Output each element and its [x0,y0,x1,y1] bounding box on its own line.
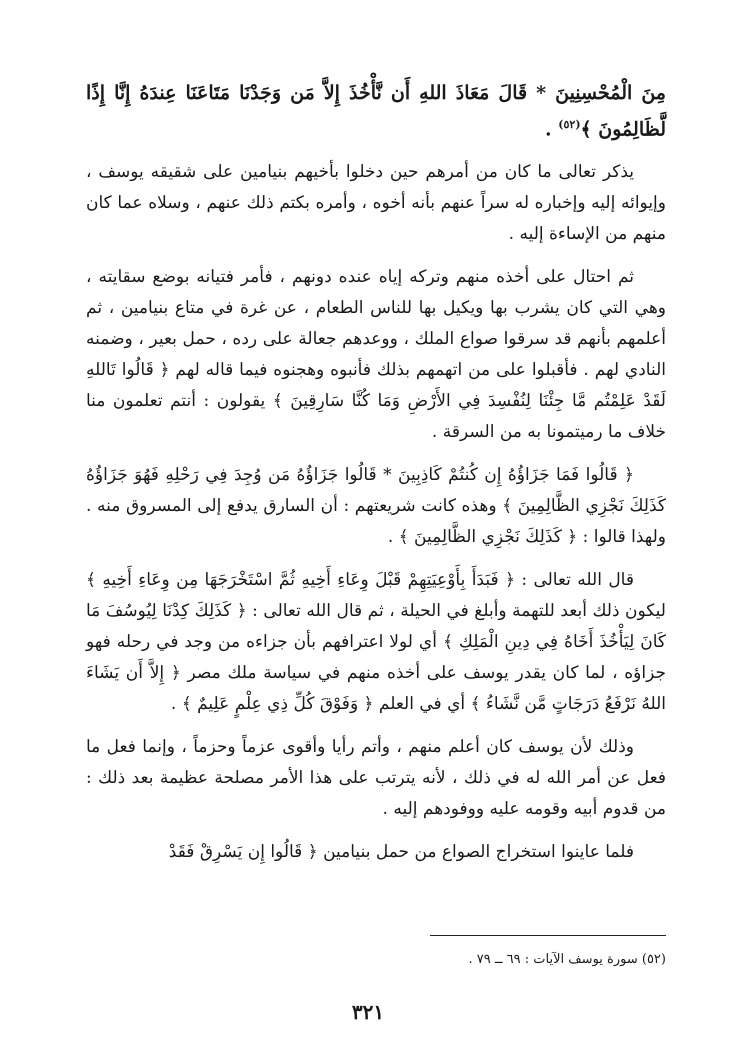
page-body [86,78,666,868]
paragraph-6: وذلك لأن يوسف كان أعلم منهم ، وأتم رأيا وأقوى عزماً وحزماً ، وإنما فعل ما فعل عن أمر الله له في ذلك ، لأنه يترتب على هذا الأمر مصلحة عظيمة بعد ذلك : من قدوم أبيه وقومه عليه ووفودهم إليه . [86,737,666,820]
paragraph-7: فلما عاينوا استخراج الصواع من حمل بنيامين ﴿ قَالُوا إِن يَسْرِقْ فَقَدْ [168,842,634,863]
paragraph-5: قال الله تعالى : ﴿ فَبَدَأَ بِأَوْعِيَتِهِمْ قَبْلَ وِعَاءِ أَخِيهِ ثُمَّ اسْتَخْرَجَهَا مِن وِعَاءِ أَخِيهِ ﴾ ليكون ذلك أبعد للتهمة وأبلغ في الحيلة ، ثم قال الله تعالى : ﴿ كَذَلِكَ كِدْنَا لِيُوسُفَ مَا كَانَ لِيَأْخُذَ أَخَاهُ فِي دِينِ الْمَلِكِ ﴾ أي لولا اعترافهم بأن جزاءه من وجد في رحله فهو جزاؤه ، لما كان يقدر يوسف على أخذه منهم في سياسة ملك مصر ﴿ إِلاَّ أَن يَشَاءَ اللهُ نَرْفَعُ دَرَجَاتٍ مَّن نَّشَاءُ ﴾ أي في العلم ﴿ وَفَوْقَ كُلِّ ذِي عِلْمٍ عَلِيمٌ ﴾ . [86,570,666,715]
quran-text: مِنَ الْمُحْسِنِينَ * قَالَ مَعَاذَ اللهِ أَن نَّأْخُذَ إِلاَّ مَن وَجَدْنَا مَتَاعَنَا عِندَهُ إِنَّا إِذًا لَّظَالِمُونَ ﴾ [86,82,666,141]
quran-tail: . [545,118,559,141]
paragraph-2: يذكر تعالى ما كان من أمرهم حين دخلوا بأخيهم بنيامين على شقيقه يوسف ، وإيوائه إليه وإخباره له سراً عنهم بأنه أخوه ، وأمره بكتم ذلك عنهم ، وسلاه عما كان منهم من الإساءة إليه . [86,162,666,245]
footnote: (٥٢) سورة يوسف الآيات : ٦٩ ــ ٧٩ . [468,952,666,967]
paragraph-3: ثم احتال على أخذه منهم وتركه إياه عنده دونهم ، فأمر فتيانه بوضع سقايته ، وهي التي كان يشرب بها ويكيل بها للناس الطعام ، عن غرة في متاع بنيامين ، ثم أعلمهم بأنهم قد سرقوا صواع الملك ، ووعدهم جعالة على رده ، حمل بعير ، وضمنه النادي لهم . فأقبلوا على من اتهمهم بذلك فأنبوه وهجنوه فيما قاله لهم ﴿ قَالُوا تَاللهِ لَقَدْ عَلِمْتُم مَّا جِئْنَا لِنُفْسِدَ فِي الأَرْضِ وَمَا كُنَّا سَارِقِينَ ﴾ يقولون : أنتم تعلمون منا خلاف ما رميتمونا به من السرقة . [86,267,666,443]
paragraph-4: ﴿ قَالُوا فَمَا جَزَاؤُهُ إِن كُنتُمْ كَاذِبِينَ * قَالُوا جَزَاؤُهُ مَن وُجِدَ فِي رَحْلِهِ فَهُوَ جَزَاؤُهُ كَذَلِكَ نَجْزِي الظَّالِمِينَ ﴾ وهذه كانت شريعتهم : أن السارق يدفع إلى المسروق منه . ولهذا قالوا : ﴿ كَذَلِكَ نَجْزِي الظَّالِمِينَ ﴾ . [86,465,666,548]
footnote-ref: (٥٢) [558,118,581,131]
page-number: ٣٢١ [351,1000,385,1024]
footnote-divider [430,935,666,936]
quran-paragraph [86,78,666,145]
